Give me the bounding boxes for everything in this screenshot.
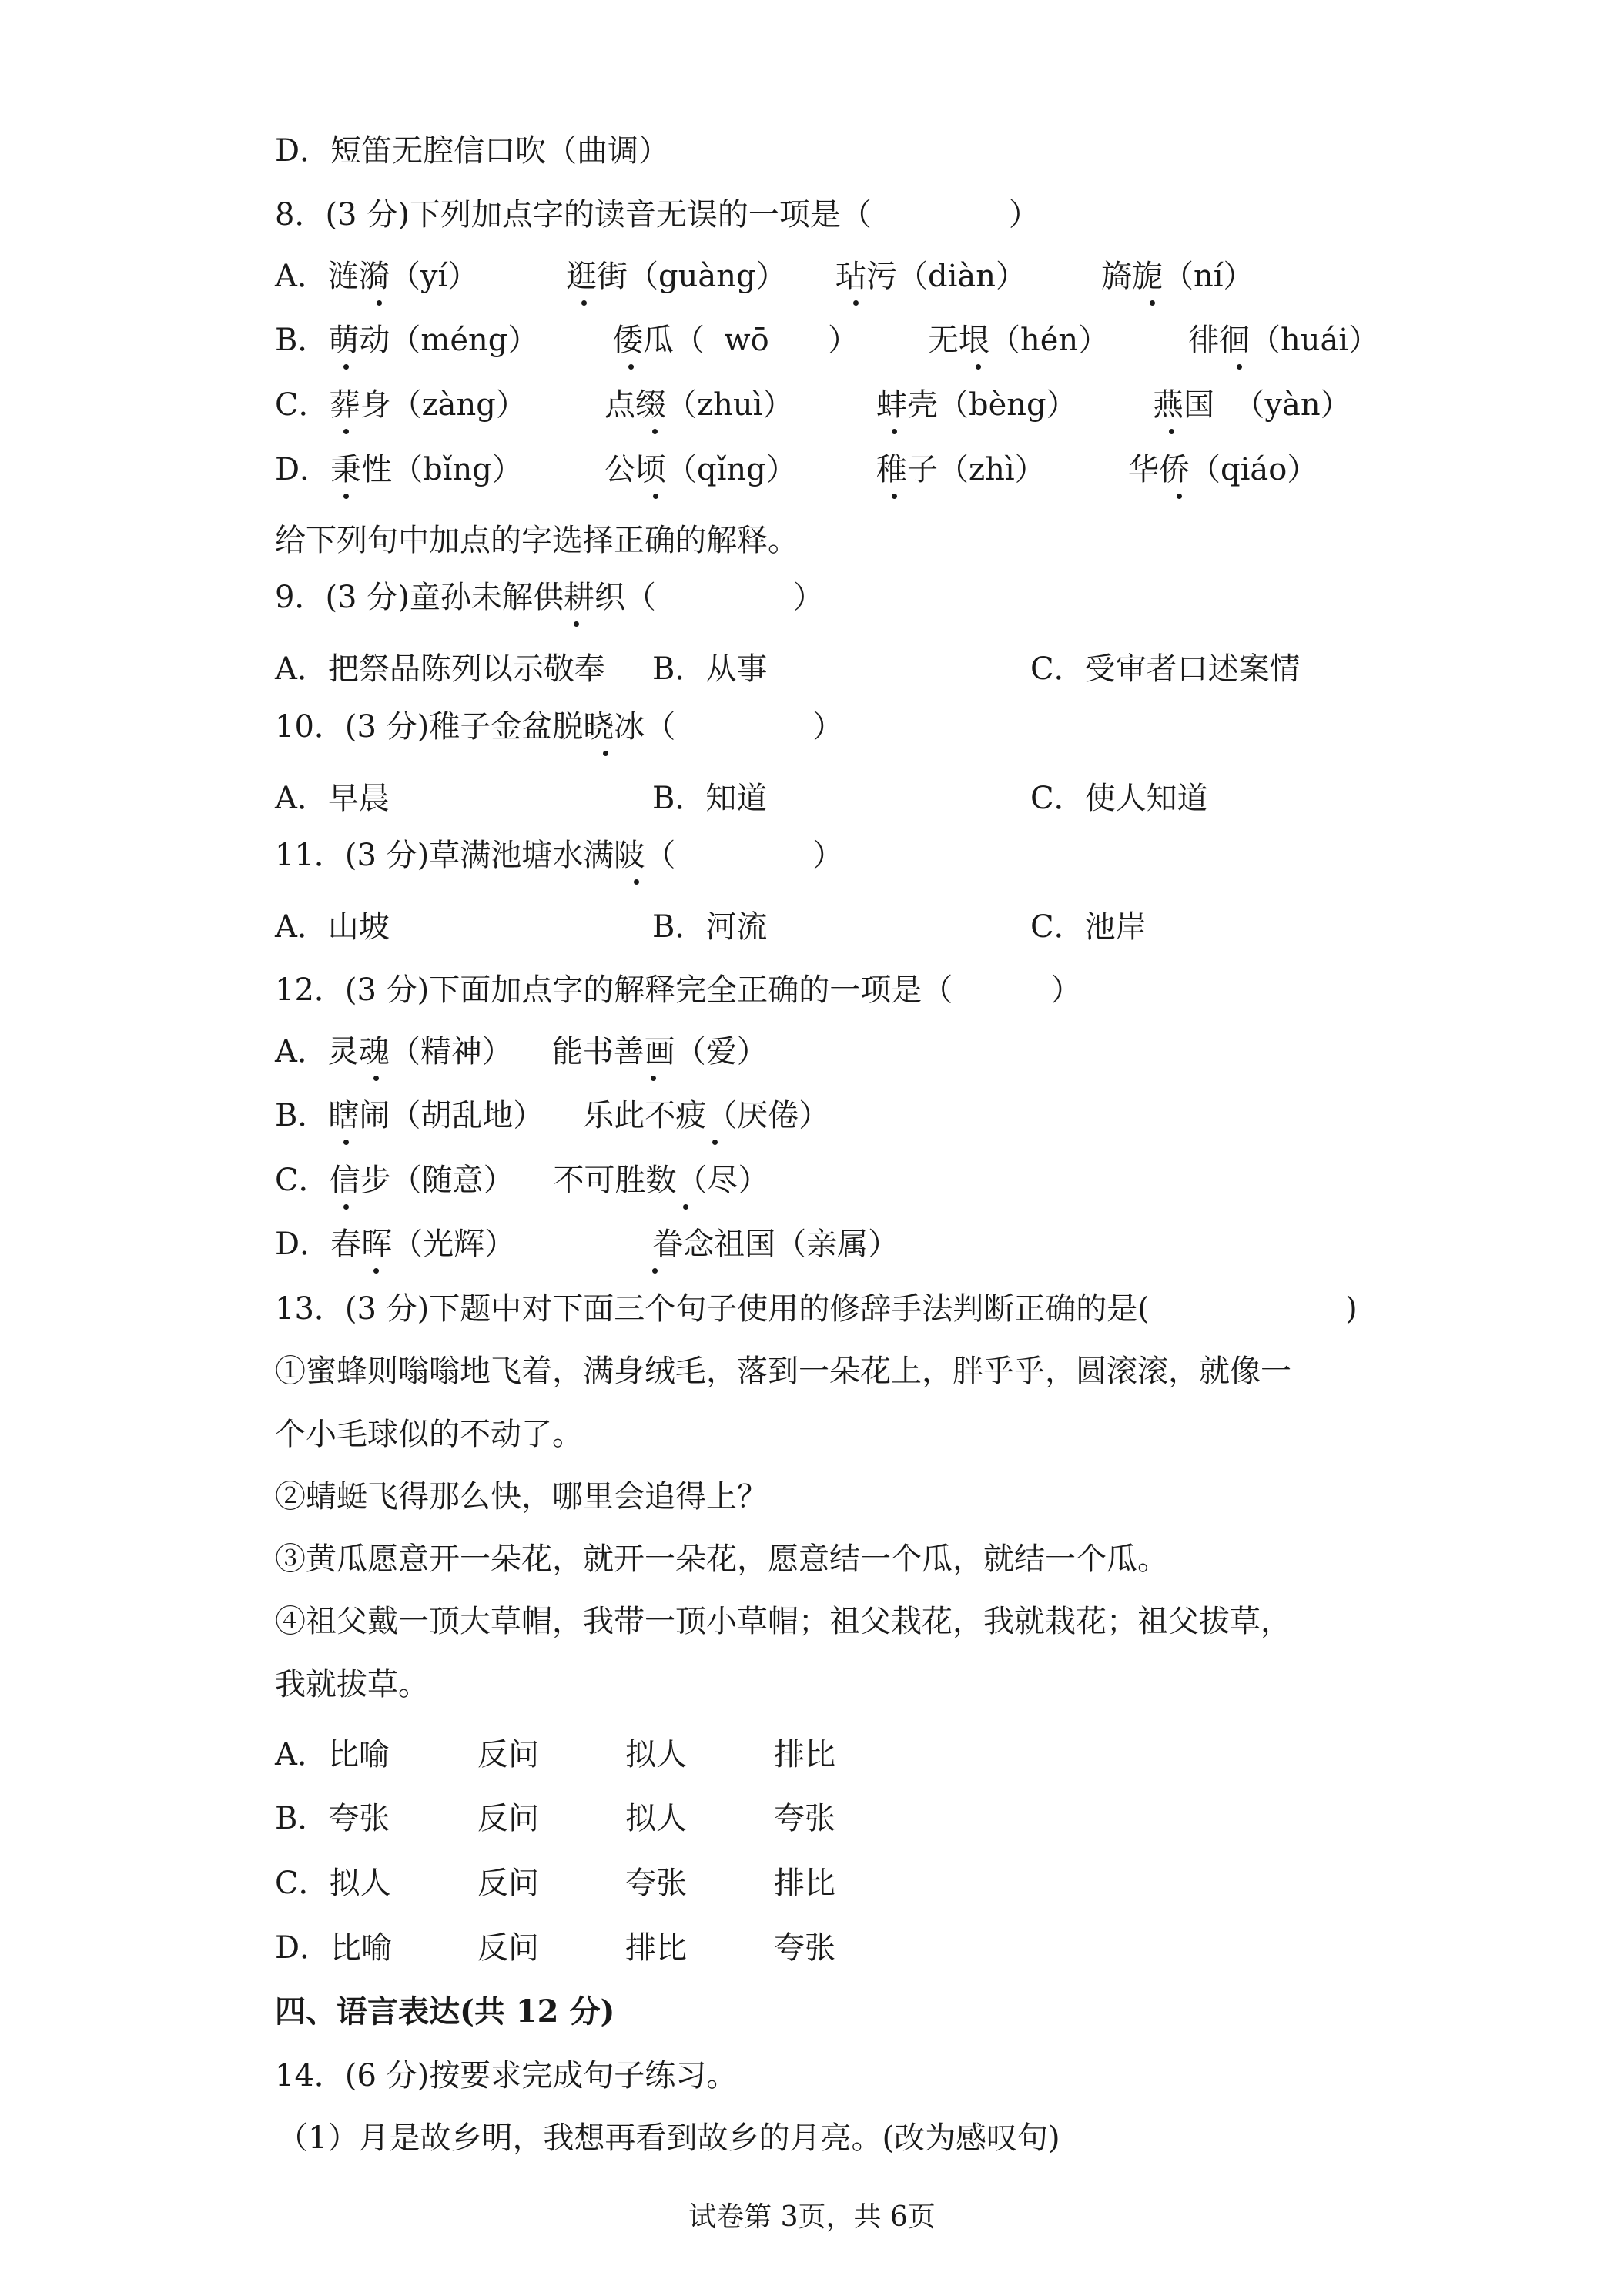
q14-stem: 14．(6 分)按要求完成句子练习。: [275, 2058, 738, 2094]
q8-b-3: 无垠（hén）: [928, 323, 1110, 358]
q8-b-2: 倭瓜（ wō ）: [612, 323, 859, 358]
q13-a-2: 反问: [477, 1737, 539, 1772]
q13-sentence-2: ②蜻蜓飞得那么快，哪里会追得上？: [275, 1479, 768, 1514]
emphasis-dot: [1237, 364, 1242, 370]
q9-option-b: B．从事: [652, 651, 768, 687]
q11-stem: 11．(3 分)草满池塘水满陂（ ）: [275, 838, 844, 873]
q13-stem: 13．(3 分)下题中对下面三个句子使用的修辞手法判断正确的是( ): [275, 1291, 1358, 1327]
q13-d-2: 反问: [477, 1930, 539, 1966]
q13-sentence-4-cont: 我就拔草。: [275, 1667, 429, 1702]
q8-stem: 8．(3 分)下列加点字的读音无误的一项是（ ）: [275, 197, 1040, 233]
emphasis-dot: [652, 1268, 658, 1274]
q13-c-2: 反问: [477, 1866, 539, 1901]
emphasis-dot: [343, 364, 349, 370]
emphasis-dot: [343, 1204, 349, 1210]
q8-d-4: 华侨（qiáo）: [1128, 452, 1318, 487]
q8-d-2: 公顷（qǐng）: [604, 452, 797, 487]
emphasis-dot: [343, 494, 349, 499]
q12-option-d: D．春晖（光辉） 眷念祖国（亲属）: [275, 1227, 899, 1262]
q8-b-4: 徘徊（huái）: [1188, 323, 1380, 358]
q10-option-b: B．知道: [652, 781, 768, 816]
q13-b-1: B．夸张: [275, 1801, 390, 1836]
q13-c-3: 夸张: [625, 1866, 687, 1901]
emphasis-dot: [373, 1076, 379, 1081]
emphasis-dot: [581, 300, 587, 306]
q13-b-2: 反问: [477, 1801, 539, 1836]
q13-d-4: 夸张: [774, 1930, 835, 1966]
q8-d-3: 稚子（zhì）: [876, 452, 1046, 487]
q9-option-a: A．把祭品陈列以示敬奉: [275, 651, 605, 687]
q11-option-b: B．河流: [652, 909, 768, 945]
emphasis-dot: [712, 1140, 718, 1145]
emphasis-dot: [1177, 494, 1182, 499]
q9-stem: 9．(3 分)童孙未解供耕织（ ）: [275, 580, 824, 615]
q13-b-4: 夸张: [774, 1801, 835, 1836]
q13-sentence-1: ①蜜蜂则嗡嗡地飞着，满身绒毛，落到一朵花上，胖乎乎，圆滚滚，就像一: [275, 1354, 1291, 1389]
q8-d-1: D．秉性（bǐng）: [275, 452, 523, 487]
emphasis-dot: [343, 1140, 349, 1145]
q10-option-a: A．早晨: [275, 781, 390, 816]
q11-option-a: A．山坡: [275, 909, 390, 945]
q12-option-c: C．信步（随意） 不可胜数（尽）: [275, 1163, 769, 1198]
q13-a-1: A．比喻: [275, 1737, 390, 1772]
section-instruction: 给下列句中加点的字选择正确的解释。: [275, 523, 799, 558]
emphasis-dot: [653, 494, 658, 499]
q13-sentence-4: ④祖父戴一顶大草帽，我带一顶小草帽；祖父栽花，我就栽花；祖父拔草，: [275, 1604, 1291, 1639]
q13-a-4: 排比: [774, 1737, 835, 1772]
q8-c-4: 燕国 （yàn）: [1153, 387, 1351, 423]
emphasis-dot: [373, 1268, 379, 1274]
q8-c-3: 蚌壳（bèng）: [876, 387, 1077, 423]
q8-c-2: 点缀（zhuì）: [604, 387, 794, 423]
emphasis-dot: [892, 494, 897, 499]
q13-sentence-3: ③黄瓜愿意开一朵花，就开一朵花，愿意结一个瓜，就结一个瓜。: [275, 1541, 1168, 1577]
q13-b-3: 拟人: [625, 1801, 687, 1836]
q8-a-2: 逛街（guàng）: [566, 259, 787, 294]
emphasis-dot: [683, 1204, 688, 1210]
emphasis-dot: [652, 429, 658, 434]
q7-option-d: D．短笛无腔信口吹（曲调）: [275, 133, 670, 169]
q8-c-1: C．葬身（zàng）: [275, 387, 527, 423]
emphasis-dot: [634, 879, 639, 885]
emphasis-dot: [377, 300, 382, 306]
emphasis-dot: [1169, 429, 1174, 434]
q8-a-1: A．涟漪（yí）: [275, 259, 479, 294]
page-footer: 试卷第 3页，共 6页: [688, 2201, 936, 2233]
q12-option-b: B．瞎闹（胡乱地） 乐此不疲（厌倦）: [275, 1098, 830, 1133]
q13-sentence-1-cont: 个小毛球似的不动了。: [275, 1417, 583, 1452]
q13-d-1: D．比喻: [275, 1930, 393, 1966]
section-4-heading: 四、语言表达(共 12 分): [275, 1993, 615, 2030]
q13-c-4: 排比: [774, 1866, 835, 1901]
q8-b-1: B．萌动（méng）: [275, 323, 539, 358]
q8-a-4: 旖旎（ní）: [1101, 259, 1254, 294]
emphasis-dot: [853, 300, 859, 306]
emphasis-dot: [574, 621, 579, 627]
emphasis-dot: [628, 364, 634, 370]
q10-option-c: C．使人知道: [1030, 781, 1208, 816]
emphasis-dot: [651, 1076, 656, 1081]
emphasis-dot: [343, 429, 349, 434]
q13-a-3: 拟人: [625, 1737, 687, 1772]
q12-option-a: A．灵魂（精神） 能书善画（爱）: [275, 1034, 768, 1069]
emphasis-dot: [1150, 300, 1155, 306]
emphasis-dot: [603, 751, 608, 756]
q10-stem: 10．(3 分)稚子金盆脱晓冰（ ）: [275, 709, 844, 745]
q12-stem: 12．(3 分)下面加点字的解释完全正确的一项是（ ）: [275, 972, 1082, 1008]
q13-c-1: C．拟人: [275, 1866, 391, 1901]
q11-option-c: C．池岸: [1030, 909, 1147, 945]
q13-d-3: 排比: [625, 1930, 687, 1966]
q14-sub-1: （1）月是故乡明，我想再看到故乡的月亮。(改为感叹句): [277, 2120, 1060, 2156]
emphasis-dot: [892, 429, 897, 434]
q9-option-c: C．受审者口述案情: [1030, 651, 1301, 687]
emphasis-dot: [976, 364, 981, 370]
q8-a-3: 玷污（diàn）: [835, 259, 1027, 294]
